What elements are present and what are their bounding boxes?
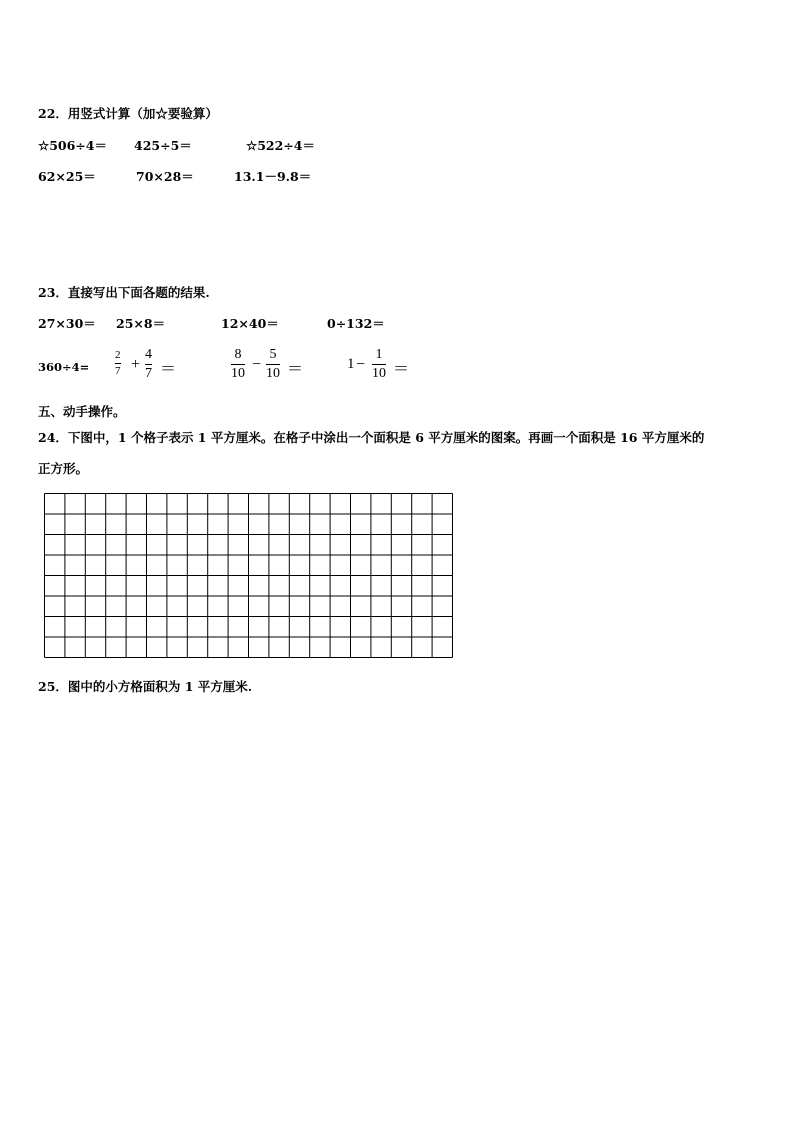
square-grid[interactable] bbox=[44, 493, 454, 659]
fraction-4-7: 4 7 bbox=[145, 347, 152, 381]
plus-sign: + bbox=[131, 356, 141, 373]
q23-expr-5: 360÷4= bbox=[38, 360, 90, 374]
q22-expr-4: 62×25＝ bbox=[38, 169, 96, 184]
q23-expr-4: 0÷132＝ bbox=[327, 316, 385, 331]
q22-expr-5: 70×28＝ bbox=[136, 169, 194, 184]
section-title: 五、动手操作。 bbox=[38, 404, 126, 419]
q23-expr-3: 12×40＝ bbox=[221, 316, 279, 331]
fraction-5-10: 5 10 bbox=[266, 347, 280, 381]
q23-expr-1: 27×30＝ bbox=[38, 316, 96, 331]
fraction-1-10: 1 10 bbox=[372, 347, 386, 381]
equals-sign: ＝ bbox=[287, 361, 304, 378]
q22-expr-6: 13.1－9.8＝ bbox=[234, 169, 312, 184]
q22-title: 22．用竖式计算（加☆要验算） bbox=[38, 106, 218, 121]
q22-expr-2: 425÷5＝ bbox=[134, 138, 192, 153]
q25-title: 25．图中的小方格面积为 1 平方厘米. bbox=[38, 679, 253, 694]
q24-text-line2: 正方形。 bbox=[38, 461, 89, 476]
q24-text-line1: 24．下图中，1 个格子表示 1 平方厘米。在格子中涂出一个面积是 6 平方厘米的图案。再画一个面积是 16 平方厘米的 bbox=[38, 430, 705, 445]
minus-sign: − bbox=[356, 356, 366, 373]
minus-sign: − bbox=[252, 356, 262, 373]
q22-expr-3: ☆522÷4＝ bbox=[246, 138, 315, 153]
equals-sign: ＝ bbox=[393, 361, 410, 378]
fraction-2-7: 2 7 bbox=[115, 349, 121, 377]
q23-title: 23．直接写出下面各题的结果. bbox=[38, 285, 210, 300]
equals-sign: ＝ bbox=[160, 361, 177, 378]
whole-number: 1 bbox=[347, 356, 355, 372]
fraction-8-10: 8 10 bbox=[231, 347, 245, 381]
q23-expr-2: 25×8＝ bbox=[116, 316, 166, 331]
q22-expr-1: ☆506÷4＝ bbox=[38, 138, 107, 153]
